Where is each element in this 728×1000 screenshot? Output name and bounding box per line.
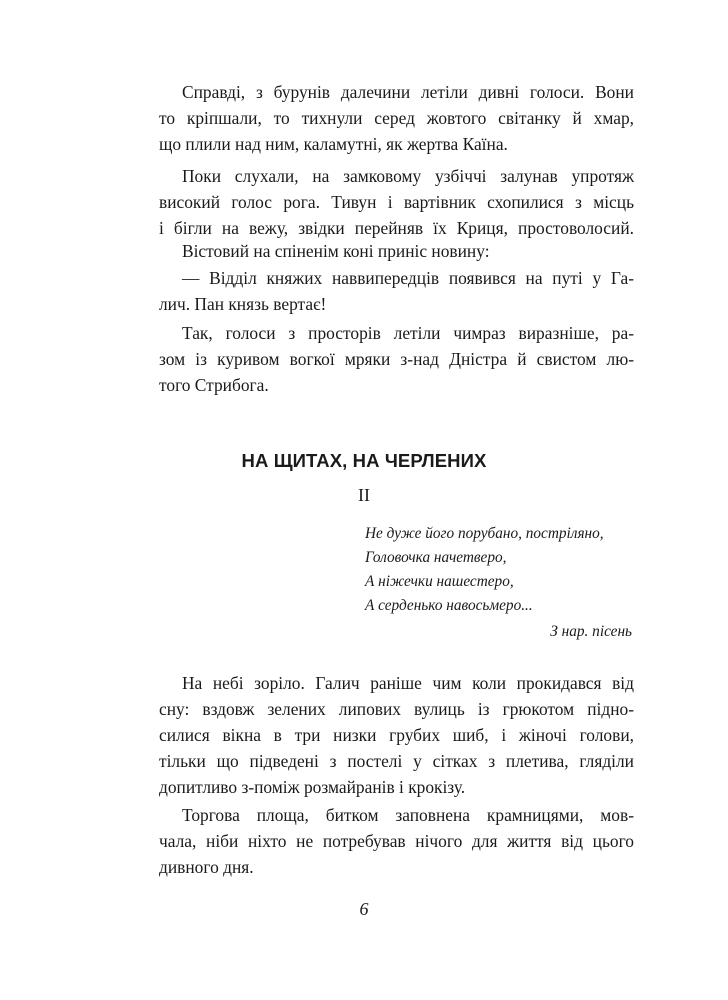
epigraph-line: А ніжечки нашестеро, [365, 573, 514, 590]
text-line: і бігли на вежу, звідки перейняв їх Криця, простоволосий. [159, 218, 634, 238]
text-line: допитливо з-поміж розмайранів і крокізу. [159, 777, 466, 797]
text-line: На небі зоріло. Галич раніше чим коли прокидався від [182, 673, 634, 693]
epigraph-line: Головочка начетверо, [365, 549, 507, 566]
chapter-number: II [358, 485, 370, 505]
text-line: Так, голоси з просторів летіли чимраз виразніше, ра- [182, 323, 634, 343]
text-line: Вістовий на спіненім коні приніс новину: [182, 241, 490, 261]
page-number: 6 [359, 899, 369, 919]
text-line: чала, ніби ніхто не потребував нічого для життя від цього [159, 831, 634, 851]
epigraph-source: З нар. пісень [550, 623, 632, 640]
text-line: того Стрибога. [159, 375, 269, 395]
text-line: сну: вздовж зелених липових вулиць із грюкотом підно- [159, 699, 634, 719]
text-line: тільки що підведені з постелі у сітках з плетива, гляділи [159, 751, 634, 771]
text-line: — Відділ княжих наввипередців появився на путі у Га- [182, 268, 634, 288]
text-line: що плили над ним, каламутні, як жертва Каїна. [159, 134, 508, 154]
text-line: то кріпшали, то тихнули серед жовтого світанку й хмар, [159, 108, 634, 128]
text-line: зом із куривом вогкої мряки з-над Дністра й свистом лю- [159, 349, 634, 369]
text-line: високий голос рога. Тивун і вартівник схопилися з місць [159, 192, 634, 212]
chapter-title: НА ЩИТАХ, НА ЧЕРЛЕНИХ [241, 450, 487, 471]
text-line: Поки слухали, на замковому узбіччі залунав упротяж [182, 166, 634, 186]
epigraph-line: Не дуже його порубано, постріляно, [365, 525, 604, 542]
text-line: силися вікна в три низки грубих шиб, і жіночі голови, [159, 725, 634, 745]
text-line: дивного дня. [159, 857, 254, 877]
text-line: Справді, з бурунів далечини летіли дивні голоси. Вони [182, 82, 634, 102]
text-line: Торгова площа, битком заповнена крамницями, мов- [182, 805, 634, 825]
text-line: лич. Пан князь вертає! [159, 294, 327, 314]
epigraph-line: А серденько навосьмеро... [365, 597, 533, 614]
